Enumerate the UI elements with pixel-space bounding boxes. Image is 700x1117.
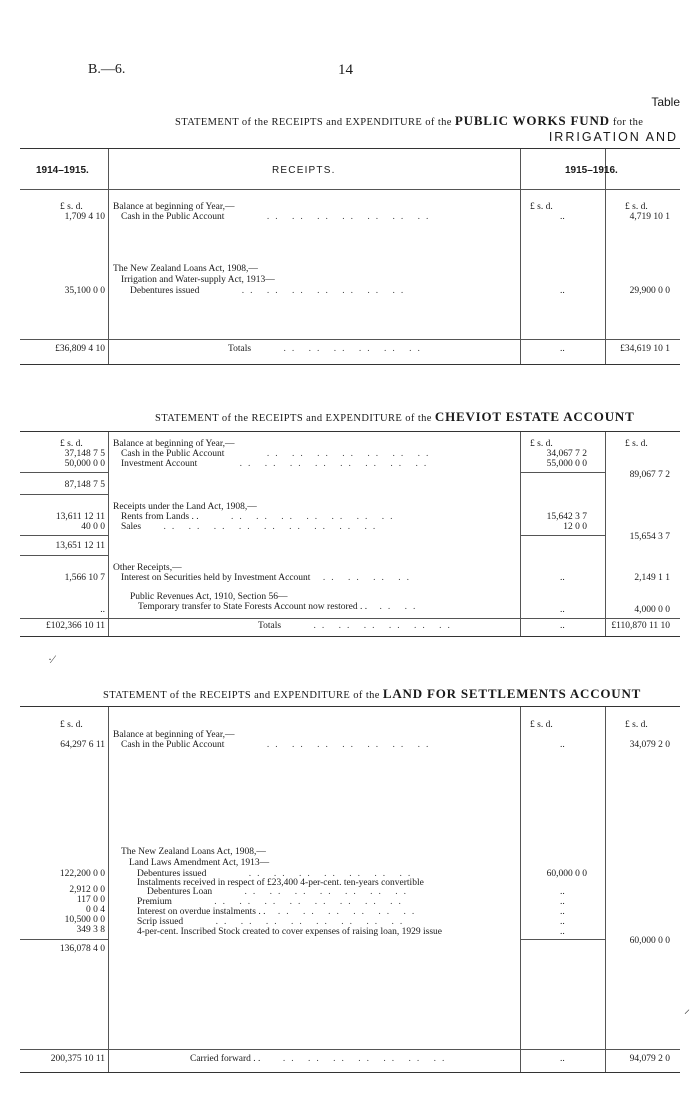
row-label: Rents from Lands . . .. .. .. .. .. .. .. [121,512,399,522]
row-label: Debentures issued .. .. .. .. .. .. .. [137,869,417,879]
row-label: Balance at beginning of Year,— [113,202,235,212]
row-label: Interest on Securities held by Investment Account .. .. .. .. [121,573,415,583]
public-works-table [20,148,680,365]
value-left: 136,078 4 0 [59,944,105,954]
value-mid: .. [560,927,565,937]
value-mid: .. [560,897,565,907]
row-label: Temporary transfer to State Forests Account now restored . . .. .. [138,602,422,612]
row-label: Totals .. .. .. .. .. .. [228,344,426,354]
row-label: Carried forward . . .. .. .. .. .. .. .. [190,1054,451,1064]
lsd-right: £ s. d. [625,720,648,730]
row-label: The New Zealand Loans Act, 1908,— [121,847,266,857]
row-label: Other Receipts,— [113,563,182,573]
value-left: 35,100 0 0 [64,286,105,296]
value-right: 4,000 0 0 [634,605,670,615]
row-label: Cash in the Public Account .. .. .. .. .. .. .. [121,212,435,222]
value-mid: .. [560,212,565,222]
row-label: Investment Account .. .. .. .. .. .. .. .. [121,459,433,469]
value-left: 1,709 4 10 [64,212,105,222]
print-mark: ·⁄ [48,652,54,666]
value-mid: .. [560,344,565,354]
document-code: B.—6. [88,62,126,77]
value-right: 60,000 0 0 [629,936,670,946]
value-mid: .. [560,907,565,917]
print-mark: ⸝ [684,1002,691,1016]
row-label: Irrigation and Water-supply Act, 1913— [121,275,275,285]
value-left: 13,651 12 11 [55,541,105,551]
value-mid: .. [560,605,565,615]
value-left: £36,809 4 10 [55,344,105,354]
row-label: Balance at beginning of Year,— [113,730,235,740]
row-label: Cash in the Public Account .. .. .. .. .. .. .. [121,740,435,750]
row-label: The New Zealand Loans Act, 1908,— [113,264,258,274]
value-right: 2,149 1 1 [634,573,670,583]
value-mid: .. [560,286,565,296]
row-label: Receipts under the Land Act, 1908,— [113,502,257,512]
value-right: 94,079 2 0 [629,1054,670,1064]
value-left: 87,148 7 5 [64,480,105,490]
lsd-right: £ s. d. [625,439,648,449]
row-label: Debentures issued .. .. .. .. .. .. .. [130,286,410,296]
section1-title: STATEMENT of the RECEIPTS and EXPENDITURE of the PUBLIC WORKS FUND for the [175,113,644,128]
value-right: 29,900 0 0 [629,286,670,296]
value-mid: 60,000 0 0 [546,869,587,879]
value-mid: .. [560,740,565,750]
value-mid: 55,000 0 0 [546,459,587,469]
value-left: 40 0 0 [81,522,105,532]
lsd-mid: £ s. d. [530,202,553,212]
row-label: Interest on overdue instalments . . .. .. .. .. .. .. [137,907,421,917]
value-left: 10,500 0 0 [64,915,105,925]
table-label: Table [651,95,680,109]
cheviot-estate-table [20,431,680,637]
row-label: Totals .. .. .. .. .. .. [258,621,456,631]
value-right: £110,870 11 10 [611,621,670,631]
col-year-left: 1914–1915. [36,165,89,176]
value-right: 34,079 2 0 [629,740,670,750]
value-left: 349 3 8 [76,925,105,935]
col-receipts: RECEIPTS. [272,165,336,176]
col-year-right: 1915–1916. [565,165,618,176]
section2-title: STATEMENT of the RECEIPTS and EXPENDITURE of the CHEVIOT ESTATE ACCOUNT [155,409,635,424]
value-mid: .. [560,917,565,927]
row-label: Public Revenues Act, 1910, Section 56— [130,592,288,602]
land-settlements-table [20,706,680,1073]
row-label: Scrip issued .. .. .. .. .. .. .. .. [137,917,409,927]
value-left: 37,148 7 5 [64,449,105,459]
value-left: .. [100,605,105,615]
value-mid: 15,642 3 7 [546,512,587,522]
lsd-mid: £ s. d. [530,720,553,730]
row-label: Debentures Loan .. .. .. .. .. .. .. [147,887,413,897]
section3-title: STATEMENT of the RECEIPTS and EXPENDITURE of the LAND FOR SETTLEMENTS ACCOUNT [103,686,642,701]
value-left: 64,297 6 11 [60,740,105,750]
value-mid: .. [560,887,565,897]
row-label: Land Laws Amendment Act, 1913— [129,858,270,868]
value-right: 89,067 7 2 [629,470,670,480]
value-left: 1,566 10 7 [64,573,105,583]
lsd-left: £ s. d. [60,439,83,449]
section1-title-line2: IRRIGATION AND [548,130,678,144]
value-left: 122,200 0 0 [59,869,105,879]
value-right: 4,719 10 1 [629,212,670,222]
lsd-mid: £ s. d. [530,439,553,449]
page-number: 14 [338,62,353,78]
value-mid: 34,067 7 2 [546,449,587,459]
value-left: 117 0 0 [76,895,105,905]
lsd-left: £ s. d. [60,720,83,730]
value-mid: .. [560,1054,565,1064]
value-mid: .. [560,621,565,631]
row-label: Premium .. .. .. .. .. .. .. .. [137,897,407,907]
value-left: 50,000 0 0 [64,459,105,469]
row-label: Cash in the Public Account .. .. .. .. .. .. .. [121,449,435,459]
row-label: Sales .. .. .. .. .. .. .. .. .. [121,522,382,532]
row-label: Balance at beginning of Year,— [113,439,235,449]
value-left: 13,611 12 11 [55,512,105,522]
value-left: 2,912 0 0 [69,885,105,895]
value-mid: 12 0 0 [563,522,587,532]
value-mid: .. [560,573,565,583]
value-right: £34,619 10 1 [620,344,670,354]
value-left: 200,375 10 11 [50,1054,105,1064]
value-left: £102,366 10 11 [45,621,105,631]
row-label: Instalments received in respect of £23,400 4-per-cent. ten-years convertible [137,878,424,888]
value-left: 0 0 4 [86,905,105,915]
lsd-left: £ s. d. [60,202,83,212]
row-label: 4-per-cent. Inscribed Stock created to cover expenses of raising loan, 1929 issue [137,927,443,937]
lsd-right: £ s. d. [625,202,648,212]
value-right: 15,654 3 7 [629,532,670,542]
